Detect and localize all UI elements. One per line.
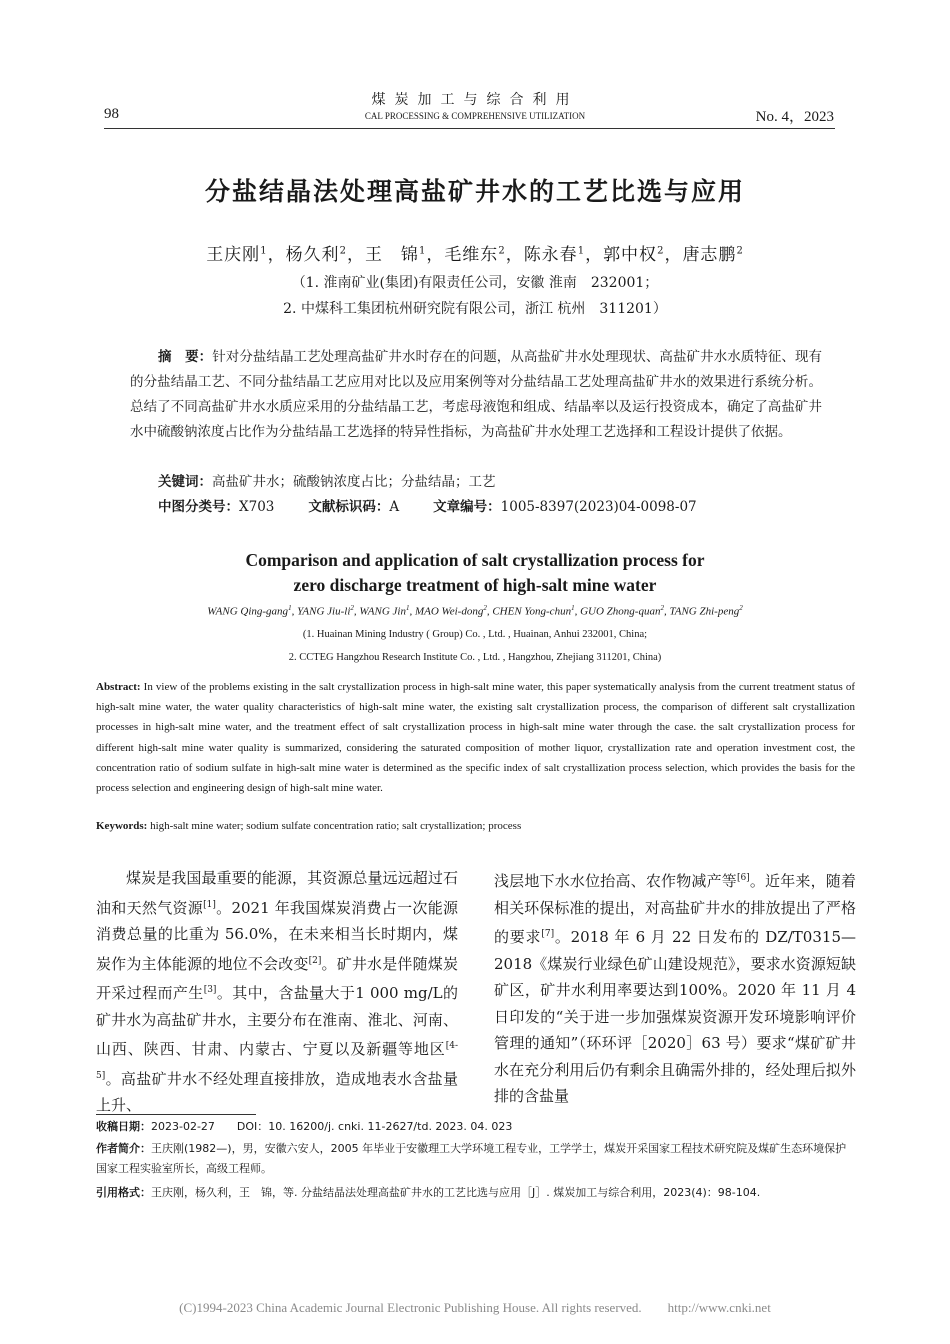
author-affiliation-mark: 1	[418, 245, 427, 257]
author-affiliation-mark: 1	[571, 604, 575, 612]
keywords-cn-label: 关键词：	[158, 474, 212, 490]
page-number: 98	[104, 106, 119, 122]
paper-title-en-line2: zero discharge treatment of high-salt mine water	[293, 575, 657, 595]
clc-label: 中图分类号：	[158, 499, 239, 515]
keywords-cn-text: 高盐矿井水；硫酸钠浓度占比；分盐结晶；工艺	[212, 474, 496, 490]
classification-line	[158, 495, 822, 520]
body-text: 煤炭是我国最重要的能源，其资源总量远远超过石油和天然气资源	[96, 869, 458, 917]
journal-title-cn: 煤炭加工与综合利用	[371, 92, 579, 108]
body-column-left	[96, 865, 458, 1119]
abstract-en	[96, 677, 855, 798]
author-name: CHEN Yong-chun	[492, 605, 572, 618]
body-text: 浅层地下水水位抬高、农作物减产等	[494, 872, 737, 890]
author-name: 郭中权	[603, 245, 658, 265]
header-divider	[104, 128, 835, 129]
keywords-cn	[158, 470, 822, 495]
author-name: 王庆刚	[206, 245, 261, 265]
abstract-cn-text: 针对分盐结晶工艺处理高盐矿井水时存在的问题，从高盐矿井水处理现状、高盐矿井水水质特征、现有的分盐结晶工艺、不同分盐结晶工艺应用对比以及应用案例等对分盐结晶工艺处理高盐矿井水的效果进行系统分析。总结了不同高盐矿井水水质应采用的分盐结晶工艺，考虑母液饱和组成、结晶率以及运行投资成本，确定了高盐矿井水中硫酸钠浓度占比作为分盐结晶工艺选择的特异性指标，为高盐矿井水处理工艺选择和工程设计提供了依据。	[130, 349, 823, 440]
author-list-cn: 王庆刚$^1$，杨久利$^2$，王 锦$^1$，毛维东$^2$，陈永春$^1$，郭中权$^2$，唐志鹏$^2$	[206, 245, 744, 265]
affiliation-cn-1: （1. 淮南矿业(集团)有限责任公司，安徽 淮南 232001；	[291, 275, 659, 291]
affiliation-en-1: (1. Huainan Mining Industry ( Group) Co. , Ltd. , Huainan, Anhui 232001, China;	[302, 629, 648, 640]
author-affiliation-mark: 1	[260, 245, 268, 257]
body-text: 。其中，含盐量大于1 000 mg/L的矿井水为高盐矿井水，主要分布在淮南、淮北、河南、山西、陕西、甘肃、内蒙古、宁夏以及新疆等地区	[96, 984, 458, 1058]
body-text: 。2021 年我国煤炭消费占一次能源消费总量的比重为 56.0%，在未来相当长时期内，煤炭作为主体能源的地位不会改变	[96, 898, 458, 973]
author-affiliation-mark: 2	[736, 245, 744, 257]
author-name: TANG Zhi-peng	[669, 605, 740, 618]
author-affiliation-mark: 1	[288, 604, 292, 612]
author-bio-text: 王庆刚(1982—)，男，安徽六安人，2005 年毕业于安徽理工大学环境工程专业，工学学士，煤炭开采国家工程技术研究院及煤矿生态环境保护国家工程实验室所长，高级工程师。	[96, 1142, 847, 1175]
body-text: 。2018 年 6 月 22 日发布的 DZ/T0315—2018《煤炭行业绿色矿山建设规范》，要求水资源短缺矿区，矿井水利用率要达到100%。2020 年 11 月 4 日印发的“关于进一步加强煤炭资源开发环境影响评价管理的通知”（环环评［2020］63 号）要求“煤矿矿井水在充分利用后仍有剩余且确需外排的，经处理后拟外排的含盐量	[494, 928, 856, 1105]
footnote-citation	[96, 1183, 856, 1203]
author-affiliation-mark: 2	[657, 245, 665, 257]
doc-code-label: 文献标识码：	[308, 499, 390, 515]
author-name: 唐志鹏	[682, 245, 737, 265]
keywords-en	[96, 820, 855, 832]
author-affiliation-mark: 1	[577, 245, 586, 257]
received-text: 2023-02-27 DOI：10. 16200/j. cnki. 11-2627/td. 2023. 04. 023	[151, 1120, 513, 1133]
author-affiliation-mark: 2	[660, 604, 664, 612]
author-name: 陈永春	[523, 245, 578, 265]
abstract-cn	[130, 345, 822, 445]
doc-code-value: A	[389, 499, 400, 515]
citation-text: 王庆刚，杨久利，王 锦，等. 分盐结晶法处理高盐矿井水的工艺比选与应用［J］. 煤炭加工与综合利用，2023(4)：98-104.	[151, 1186, 761, 1199]
journal-title-en: CAL PROCESSING & COMPREHENSIVE UTILIZATION	[364, 111, 586, 121]
citation-mark: [2]	[308, 955, 322, 966]
citation-mark: [6]	[736, 873, 750, 883]
author-name: 杨久利	[285, 245, 340, 265]
citation-label: 引用格式：	[96, 1186, 151, 1199]
footnote-divider	[96, 1114, 256, 1115]
author-name: WANG Qing-gang	[207, 605, 289, 618]
abstract-en-text: In view of the problems existing in the salt crystallization process in high-salt mine water, this paper systematically analysis from the current treatment status of high-salt mine water, the water quality characteristics of high-salt mine water, the existing salt crystallization process, the comparison of different salt crystallization processes in high-salt mine water, and the treatment effect of salt crystallization process in high-salt mine water through the case. the salt crystallization process for different high-salt mine water quality is summarized, considering the saturated composition of mother liquor, crystallization rate and operation investment cost, the concentration ratio of sodium sulfate in high-salt mine water is determined as the specific index of salt crystallization process selection, which provides the basis for the process selection and engineering design of high-salt mine water.	[96, 681, 855, 795]
author-name: YANG Jiu-li	[297, 605, 351, 618]
received-label: 收稿日期：	[96, 1120, 151, 1133]
citation-mark: [7]	[541, 929, 555, 939]
author-name: 毛维东	[444, 245, 499, 265]
footnote-author	[96, 1139, 856, 1179]
citation-mark: [1]	[203, 899, 216, 910]
author-name: WANG Jin	[359, 605, 406, 618]
paper-title-en-line1: Comparison and application of salt crystallization process for	[245, 550, 705, 570]
author-affiliation-mark: 2	[339, 245, 347, 257]
article-number-label: 文章编号：	[433, 499, 501, 515]
abstract-cn-label: 摘 要：	[158, 349, 213, 365]
author-affiliation-mark: 2	[498, 245, 506, 257]
footnote-received	[96, 1117, 856, 1137]
author-affiliation-mark: 2	[350, 604, 354, 612]
body-text: 。高盐矿井水不经处理直接排放，造成地表水含盐量上升、	[96, 1069, 458, 1114]
author-affiliation-mark: 1	[405, 604, 410, 612]
paper-title-en	[0, 548, 950, 598]
issue-number: No. 4，2023	[755, 109, 834, 125]
clc-value: X703	[239, 499, 275, 515]
abstract-en-label: Abstract:	[96, 681, 141, 693]
author-name: GUO Zhong-quan	[580, 605, 661, 618]
author-affiliation-mark: 2	[483, 604, 487, 612]
citation-mark: [3]	[203, 985, 217, 995]
citation-mark: [4-5]	[96, 1041, 458, 1081]
affiliation-cn-2: 2. 中煤科工集团杭州研究院有限公司，浙江 杭州 311201）	[283, 301, 667, 317]
author-affiliation-mark: 2	[739, 604, 743, 612]
paper-title-cn: 分盐结晶法处理高盐矿井水的工艺比选与应用	[204, 177, 745, 206]
keywords-en-label: Keywords:	[96, 820, 148, 832]
author-bio-label: 作者简介：	[96, 1142, 151, 1155]
keywords-en-text: high-salt mine water; sodium sulfate concentration ratio; salt crystallization; process	[147, 820, 522, 832]
body-text: 。矿井水是伴随煤炭开采过程而产生	[96, 954, 458, 1002]
author-name: MAO Wei-dong	[414, 605, 484, 618]
author-name: 王 锦	[364, 245, 419, 265]
affiliation-en-2: 2. CCTEG Hangzhou Research Institute Co. , Ltd. , Hangzhou, Zhejiang 311201, China)	[288, 652, 662, 663]
copyright-notice: (C)1994-2023 China Academic Journal Electronic Publishing House. All rights reserved. http://www.cnki.net	[179, 1300, 771, 1315]
body-text: 。近年来，随着相关环保标准的提出，对高盐矿井水的排放提出了严格的要求	[494, 872, 856, 946]
article-number-value: 1005-8397(2023)04-0098-07	[500, 499, 697, 515]
body-column-right	[494, 865, 856, 1110]
author-list-en: WANG Qing-gang$^1$, YANG Jiu-$li^2$, WANG Jin$^1$, MAO Wei-dong$^2$, CHEN Yong-chun$^1$, GUO Zhong-quan$^2$, TANG Zhi-peng$^2$	[207, 604, 743, 618]
